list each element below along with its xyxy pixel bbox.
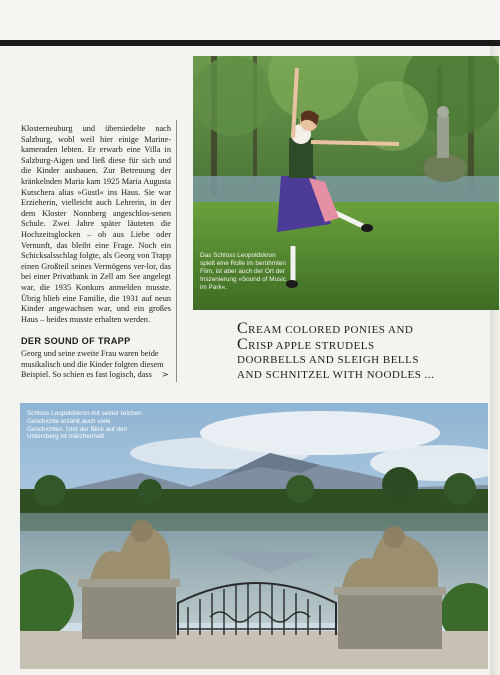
photo-dancer-in-park [193,56,499,310]
quote-dropcap-1: C [237,320,249,337]
quote-line-2-text: RISP APPLE STRUDELS [248,339,375,352]
article-paragraph-1: Klosterneuburg und übersiedelte nach Salzburg, wohl weil hier einige Marine-kameraden lebten. Er erwarb eine Villa in Salzburg-Aigen und ließ diese für sich und die Kinder ausbauen. Zur Betreuung der kränkelnden Maria kam 1925 Maria Augusta Kutschera alias »Gustl« ins Haus. Sie war Erzieherin, vielleicht auch Lehrerin, in der dem Kloster Nonnberg angeschlos-senen Schule. Zwei Jahre später läuteten die Hochzeitsglocken – ob aus Liebe oder Vernunft, das bleibt eine Frage. Noch ein Schicksalsschlag folgte, als Georg von Trapp einen Großteil seines Vermögens ver-lor, das bei einer Privatbank in Zell am See angelegt war, die 1935 Konkurs anmelden musste. Übrig blieb eine Familie, die 1931 auf neun Kinder angewachsen war, und ein großes Haus – beides musste erhalten werden. [21,124,171,324]
quote-line-3: DOORBELLS AND SLEIGH BELLS [237,354,419,366]
scan-background [0,0,500,38]
quote-line-4: AND SCHNITZEL WITH NOODLES ... [237,368,435,381]
column-divider [176,120,177,382]
quote-line-2 [237,335,487,354]
photo-top-caption: Das Schloss Leopoldskron spielt eine Rolle im berühmten Film, ist aber auch der Ort der Inszenierung »Sound of Music im Park«. [200,252,286,291]
article-subhead: DER SOUND OF TRAPP [21,336,131,346]
song-lyrics-quote [237,322,487,382]
photo-leopoldskron-lake [20,403,488,669]
lake-photo-illustration [20,403,488,669]
page-top-rule [0,40,500,46]
article-paragraph-2: Georg und seine zweite Frau waren beide musikalisch und die Kinder folgten diesem Beispiel. So schien es fast logisch, dass [21,349,164,380]
article-paragraph-2-block [21,349,173,381]
quote-line-1-text: REAM COLORED PONIES AND [248,324,414,336]
photo-bottom-caption: Schloss Leopoldskron mit seiner reichen Geschichte erzählt auch viele Geschichten. Und der Blick auf den Untersberg ist märchenhaft. [27,410,142,441]
quote-line-1 [237,322,487,338]
quote-dropcap-2: C [237,335,249,353]
article-body-column [21,124,171,325]
continue-arrow-icon[interactable]: > [161,370,169,380]
